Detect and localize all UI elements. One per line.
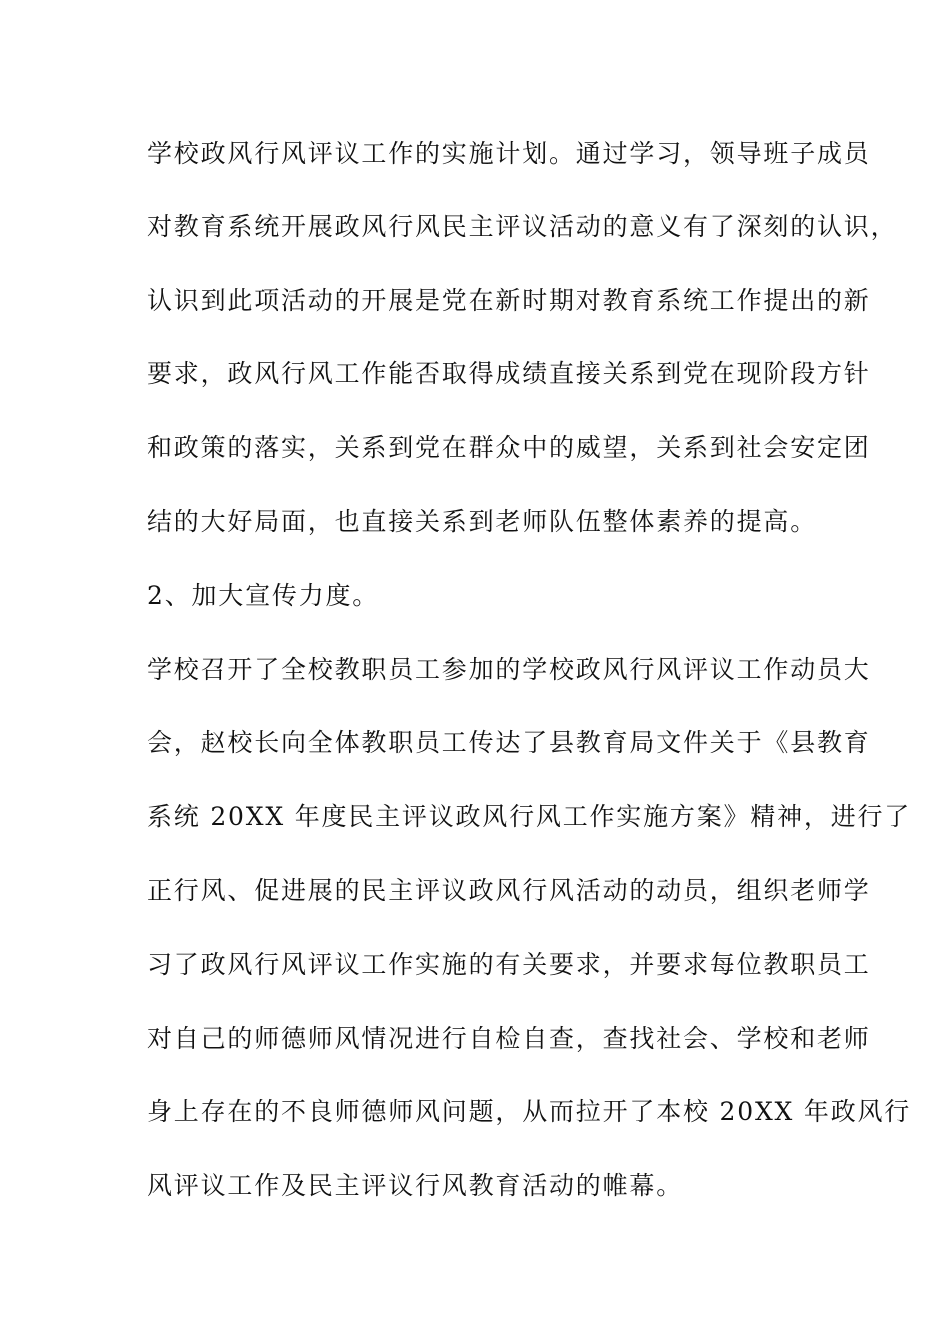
text-line: 正行风、促进展的民主评议政风行风活动的动员，组织老师学 <box>147 876 871 905</box>
text-line: 要求，政风行风工作能否取得成绩直接关系到党在现阶段方针 <box>147 359 871 388</box>
text-line: 习了政风行风评议工作实施的有关要求，并要求每位教职员工 <box>147 950 871 979</box>
text-line: 学校召开了全校教职员工参加的学校政风行风评议工作动员大 <box>147 655 871 684</box>
text-line: 和政策的落实，关系到党在群众中的威望，关系到社会安定团 <box>147 433 871 462</box>
text-line: 对教育系统开展政风行风民主评议活动的意义有了深刻的认识， <box>147 212 898 241</box>
text-line: 风评议工作及民主评议行风教育活动的帷幕。 <box>147 1171 684 1200</box>
text-line: 身上存在的不良师德师风问题，从而拉开了本校 20XX 年政风行 <box>147 1097 912 1126</box>
section-heading: 2、加大宣传力度。 <box>147 581 380 610</box>
text-line: 认识到此项活动的开展是党在新时期对教育系统工作提出的新 <box>147 286 871 315</box>
text-line: 会，赵校长向全体教职员工传达了县教育局文件关于《县教育 <box>147 728 871 757</box>
text-line: 学校政风行风评议工作的实施计划。通过学习，领导班子成员 <box>147 139 871 168</box>
text-line: 系统 20XX 年度民主评议政风行风工作实施方案》精神，进行了 <box>147 802 912 831</box>
text-line: 对自己的师德师风情况进行自检自查，查找社会、学校和老师 <box>147 1024 871 1053</box>
text-line: 结的大好局面，也直接关系到老师队伍整体素养的提高。 <box>147 507 818 536</box>
